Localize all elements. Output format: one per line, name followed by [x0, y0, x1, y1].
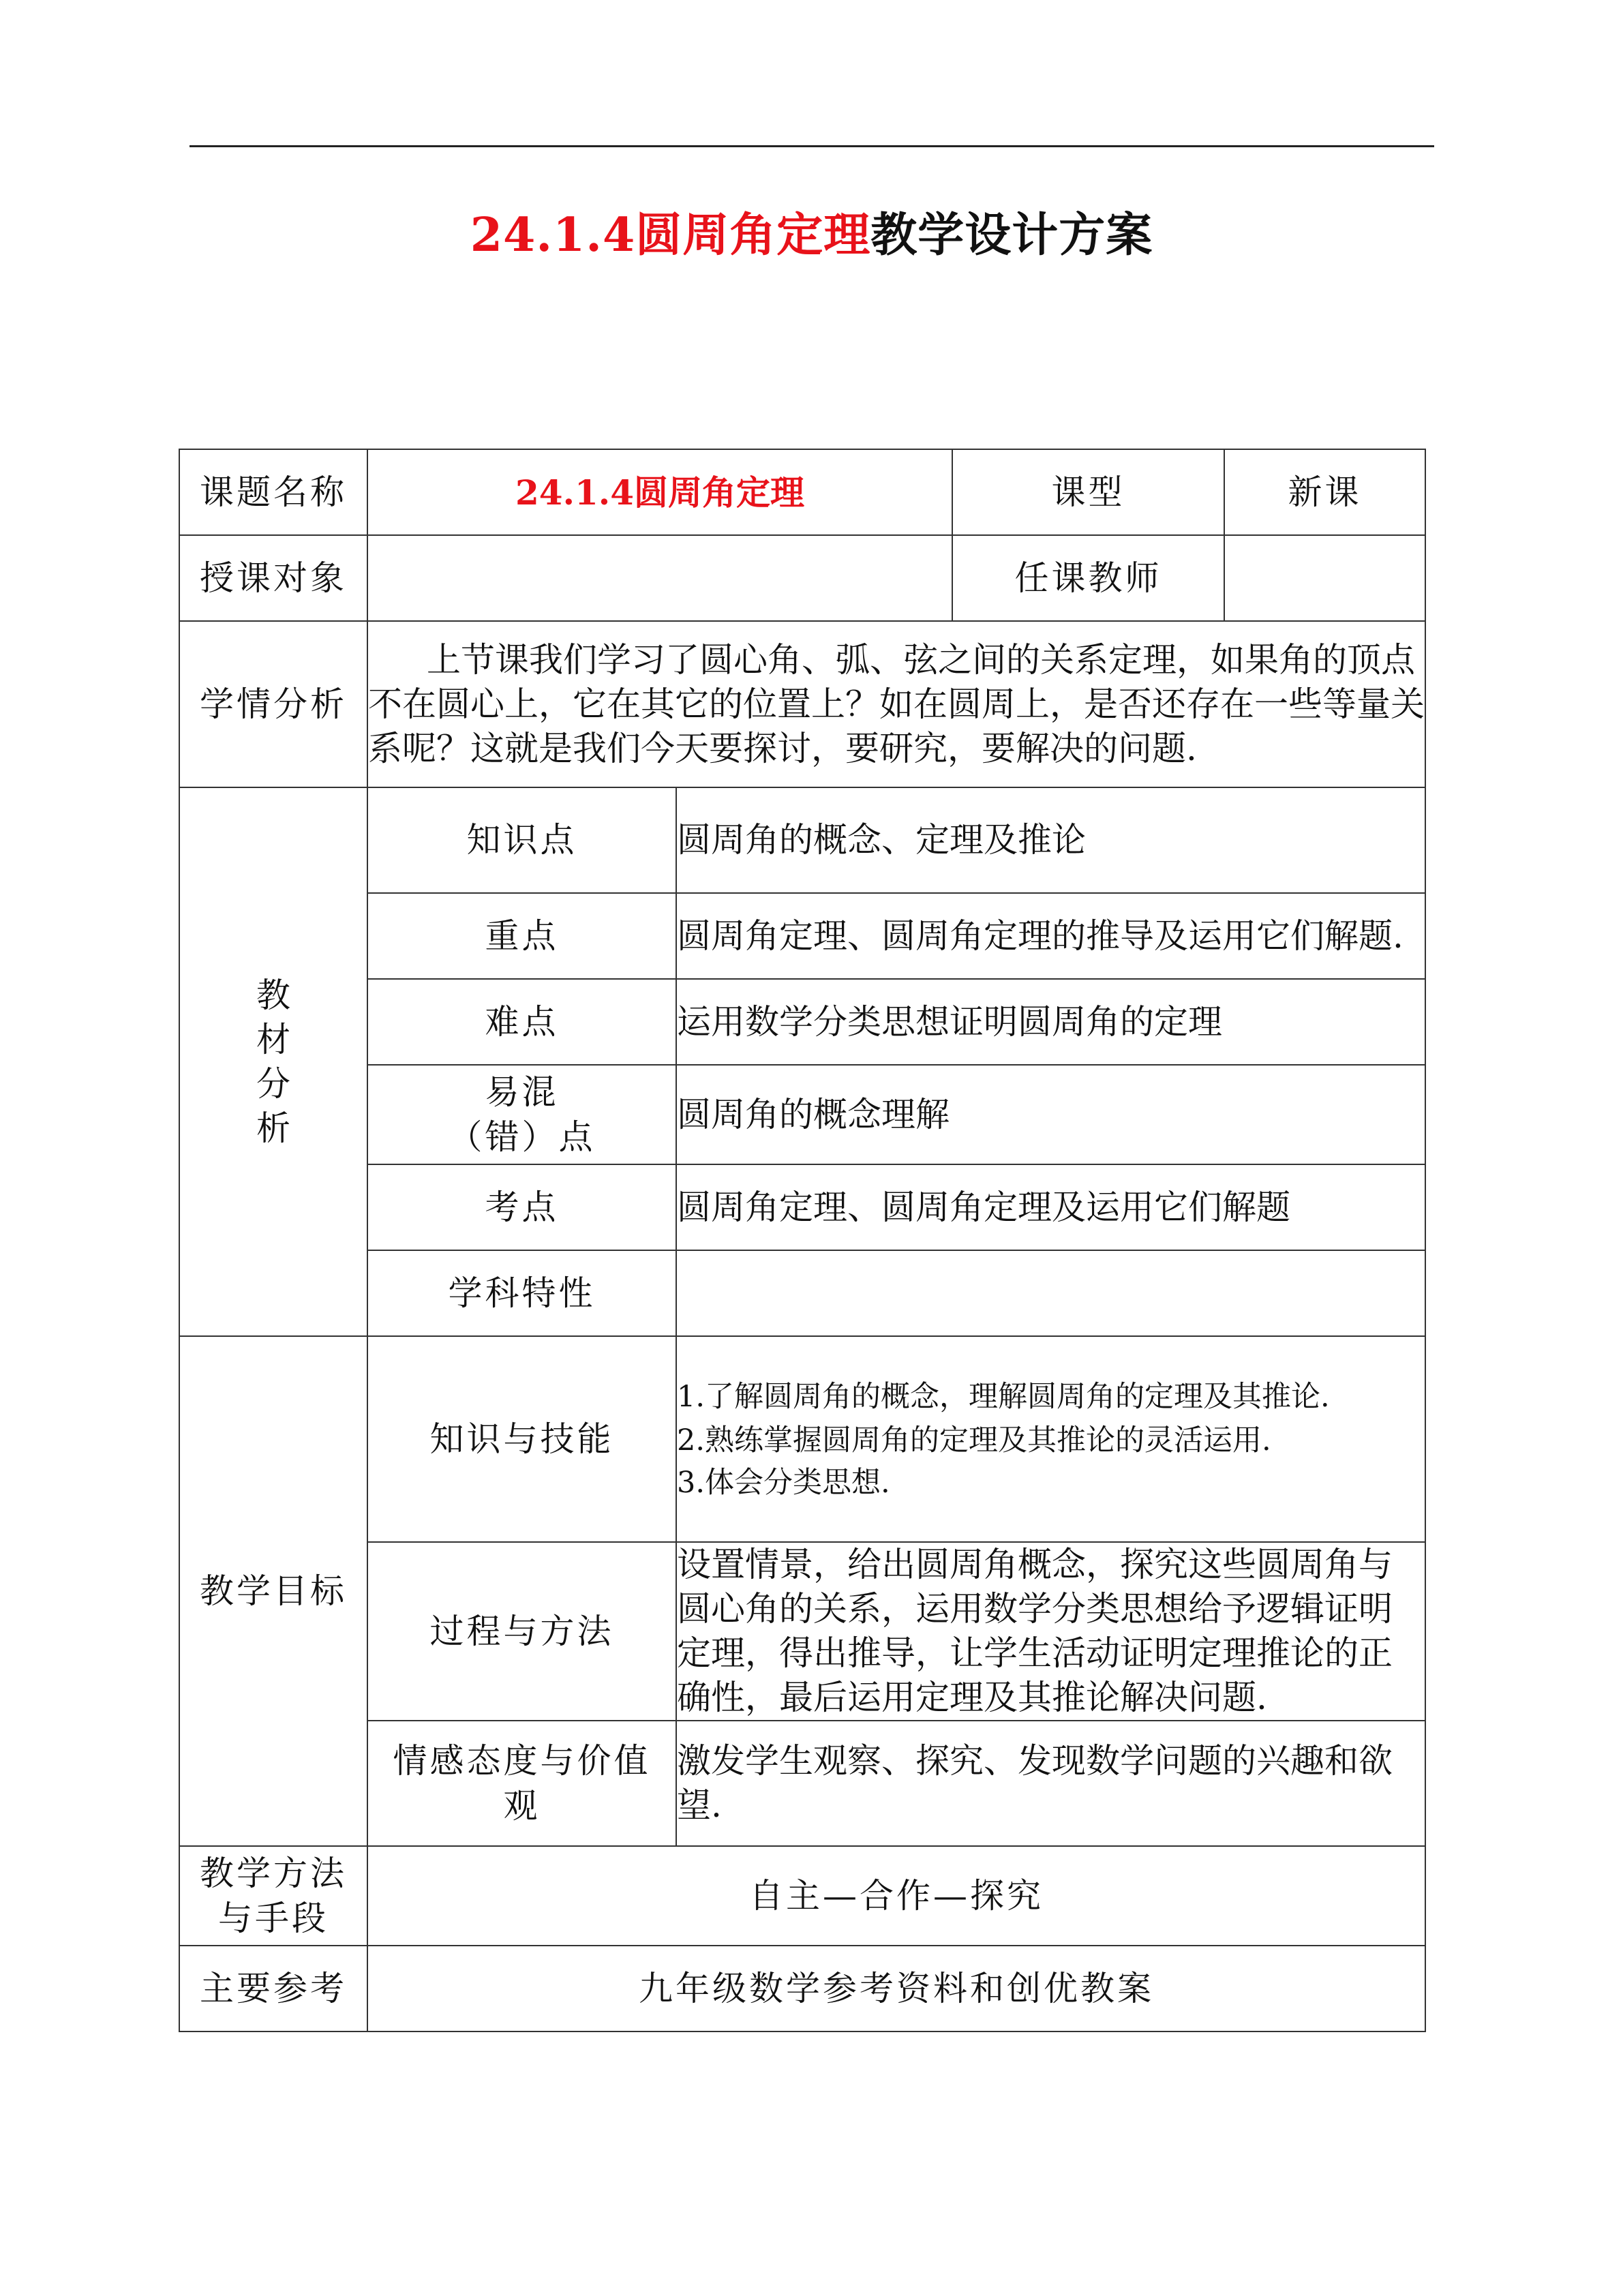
label-line: 教学方法	[200, 1854, 347, 1893]
knowledge-point-value: 圆周角的概念、定理及推论	[676, 787, 1425, 893]
teacher-label: 任课教师	[952, 535, 1224, 621]
lesson-type-label: 课型	[952, 449, 1224, 535]
teacher-value	[1224, 535, 1425, 621]
difficulty-label: 难点	[367, 979, 676, 1065]
knowledge-point-label: 知识点	[367, 787, 676, 893]
lesson-plan-table	[179, 449, 1426, 2032]
table-row	[179, 535, 1425, 621]
confusion-point-label	[367, 1065, 676, 1164]
method-value: 自主—合作—探究	[367, 1846, 1425, 1946]
key-point-value: 圆周角定理、圆周角定理的推导及运用它们解题.	[676, 893, 1425, 979]
label-char: 教	[256, 975, 290, 1015]
process-method-label: 过程与方法	[367, 1542, 676, 1721]
material-analysis-label	[179, 787, 367, 1336]
label-line: 与手段	[218, 1899, 329, 1938]
knowledge-skills-label: 知识与技能	[367, 1336, 676, 1542]
exam-point-label: 考点	[367, 1164, 676, 1250]
label-line: 易混	[485, 1072, 559, 1112]
lesson-type-value: 新课	[1224, 449, 1425, 535]
reference-label: 主要参考	[179, 1946, 367, 2031]
label-line: （错）点	[448, 1117, 596, 1157]
document-title	[0, 198, 1623, 273]
table-row	[179, 1846, 1425, 1946]
title-topic: 24.1.4圆周角定理	[470, 208, 871, 262]
knowledge-skills-value	[676, 1336, 1425, 1542]
key-point-label: 重点	[367, 893, 676, 979]
emotion-values-label: 情感态度与价值观	[367, 1721, 676, 1846]
title-suffix: 教学设计方案	[870, 208, 1153, 262]
topic-label: 课题名称	[179, 449, 367, 535]
label-char: 析	[256, 1108, 290, 1148]
audience-value	[367, 535, 952, 621]
reference-value: 九年级数学参考资料和创优教案	[367, 1946, 1425, 2031]
table-row	[179, 1946, 1425, 2031]
analysis-label: 学情分析	[179, 621, 367, 787]
confusion-point-value: 圆周角的概念理解	[676, 1065, 1425, 1164]
header-rule	[189, 145, 1434, 147]
label-char: 分	[256, 1063, 290, 1104]
table-row	[179, 449, 1425, 535]
goals-label: 教学目标	[179, 1336, 367, 1846]
emotion-values-value: 激发学生观察、探究、发现数学问题的兴趣和欲望.	[676, 1721, 1425, 1846]
subject-trait-value	[676, 1250, 1425, 1336]
difficulty-value: 运用数学分类思想证明圆周角的定理	[676, 979, 1425, 1065]
table-row	[179, 787, 1425, 893]
analysis-text: 上节课我们学习了圆心角、弧、弦之间的关系定理，如果角的顶点不在圆心上，它在其它的位置上？如在圆周上，是否还存在一些等量关系呢？这就是我们今天要探讨，要研究，要解决的问题.	[367, 621, 1425, 787]
process-method-value: 设置情景，给出圆周角概念，探究这些圆周角与圆心角的关系，运用数学分类思想给予逻辑证明定理，得出推导，让学生活动证明定理推论的正确性，最后运用定理及其推论解决问题.	[676, 1542, 1425, 1721]
exam-point-value: 圆周角定理、圆周角定理及运用它们解题	[676, 1164, 1425, 1250]
table-row	[179, 621, 1425, 787]
method-label	[179, 1846, 367, 1946]
table-row	[179, 1336, 1425, 1542]
label-char: 材	[256, 1019, 290, 1059]
goal-item: 1.了解圆周角的概念，理解圆周角的定理及其推论.	[677, 1380, 1330, 1414]
audience-label: 授课对象	[179, 535, 367, 621]
subject-trait-label: 学科特性	[367, 1250, 676, 1336]
topic-value: 24.1.4圆周角定理	[367, 449, 952, 535]
goal-item: 3.体会分类思想.	[677, 1466, 890, 1500]
goal-item: 2.熟练掌握圆周角的定理及其推论的灵活运用.	[677, 1423, 1271, 1457]
